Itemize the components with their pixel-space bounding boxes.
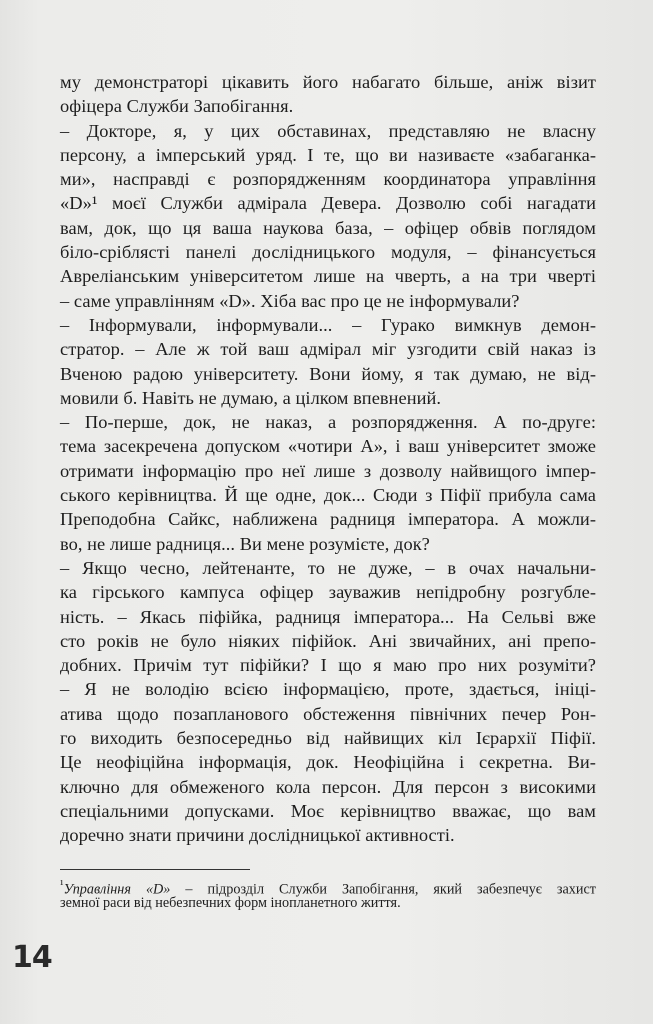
text-line: Це неофіційна інформація, док. Неофіційна і секретна. Ви- xyxy=(60,752,596,773)
text-line: спеціальними допусками. Моє керівництво вважає, що вам xyxy=(60,800,596,821)
text-line: мовили б. Навіть не думаю, а цілком впевнений. xyxy=(60,387,442,408)
text-line: – Я не володію всією інформацією, проте, здається, ініці- xyxy=(60,679,596,700)
text-line: Авреліанським університетом лише на чверть, а на три чверті xyxy=(60,266,596,287)
footnote xyxy=(60,875,596,913)
footnote-line: земної раси від небезпечних форм інопланетного життя. xyxy=(60,895,401,911)
text-line: добних. Причім тут піфійки? І що я маю про них розуміти? xyxy=(60,655,596,676)
text-line: Преподобна Сайкс, наближена радниця імператора. А можли- xyxy=(60,509,596,530)
text-line: персону, а імперський уряд. І те, що ви називаєте «забаганка- xyxy=(60,144,596,165)
text-line: Вченою радою університету. Вони йому, я так думаю, не від- xyxy=(60,363,596,384)
text-line: «D»¹ моєї Служби адмірала Девера. Дозволю собі нагадати xyxy=(60,193,596,214)
text-line: вам, док, що ця ваша наукова база, – офіцер обвів поглядом xyxy=(60,217,596,238)
text-line: ключно для обмеженого кола персон. Для персон з високими xyxy=(60,776,596,797)
text-line: ського керівництва. Й ще одне, док... Сюди з Піфії прибула сама xyxy=(60,485,596,506)
text-line: офіцера Служби Запобігання. xyxy=(60,96,294,117)
body-text xyxy=(60,70,596,848)
text-line: атива щодо позапланового обстеження північних печер Рон- xyxy=(60,703,596,724)
text-line: го виходить безпосередньо від найвищих кіл Ієрархії Піфії. xyxy=(60,728,596,749)
text-line: доречно знати причини дослідницької активності. xyxy=(60,825,455,846)
text-line: – Якщо чесно, лейтенанте, то не дуже, – в очах начальни- xyxy=(60,557,596,578)
footnote-marker: ¹ xyxy=(60,877,64,891)
text-line: тема засекречена допуском «чотири А», і ваш університет зможе xyxy=(60,436,596,457)
text-line: му демонстраторі цікавить його набагато більше, аніж візит xyxy=(60,72,596,92)
text-line: ність. – Якась піфійка, радниця імператора... На Сельві вже xyxy=(60,606,596,627)
text-line: – Інформували, інформували... – Гурако вимкнув демон- xyxy=(60,314,596,335)
footnote-definition: – підрозділ Служби Запобігання, який забезпечує захист xyxy=(170,881,596,898)
text-line: – Докторе, я, у цих обставинах, представляю не власну xyxy=(60,120,596,141)
footnote-divider xyxy=(60,869,250,870)
text-line: стратор. – Але ж той ваш адмірал міг узгодити свій наказ із xyxy=(60,339,596,360)
footnote-term: Управління «D» xyxy=(63,881,171,898)
text-line: сто років не було ніяких піфійок. Ані звичайних, ані препо- xyxy=(60,630,596,651)
text-line: біло-сріблясті панелі дослідницького модуля, – фінансується xyxy=(60,242,596,263)
text-line: – По-перше, док, не наказ, а розпорядження. А по-друге: xyxy=(60,412,596,433)
text-line: во, не лише радниця... Ви мене розумієте, док? xyxy=(60,533,430,554)
footnote-line xyxy=(60,875,596,898)
text-line: ка гірського кампуса офіцер зауважив непідробну розгублe- xyxy=(60,582,596,603)
text-line: отримати інформацію про неї лише з дозволу найвищого імпер- xyxy=(60,460,596,481)
text-line: ми», насправді є розпорядженням координатора управління xyxy=(60,169,596,190)
text-line: – саме управлінням «D». Хіба вас про це не інформували? xyxy=(60,290,520,311)
page-number: 14 xyxy=(12,940,52,975)
